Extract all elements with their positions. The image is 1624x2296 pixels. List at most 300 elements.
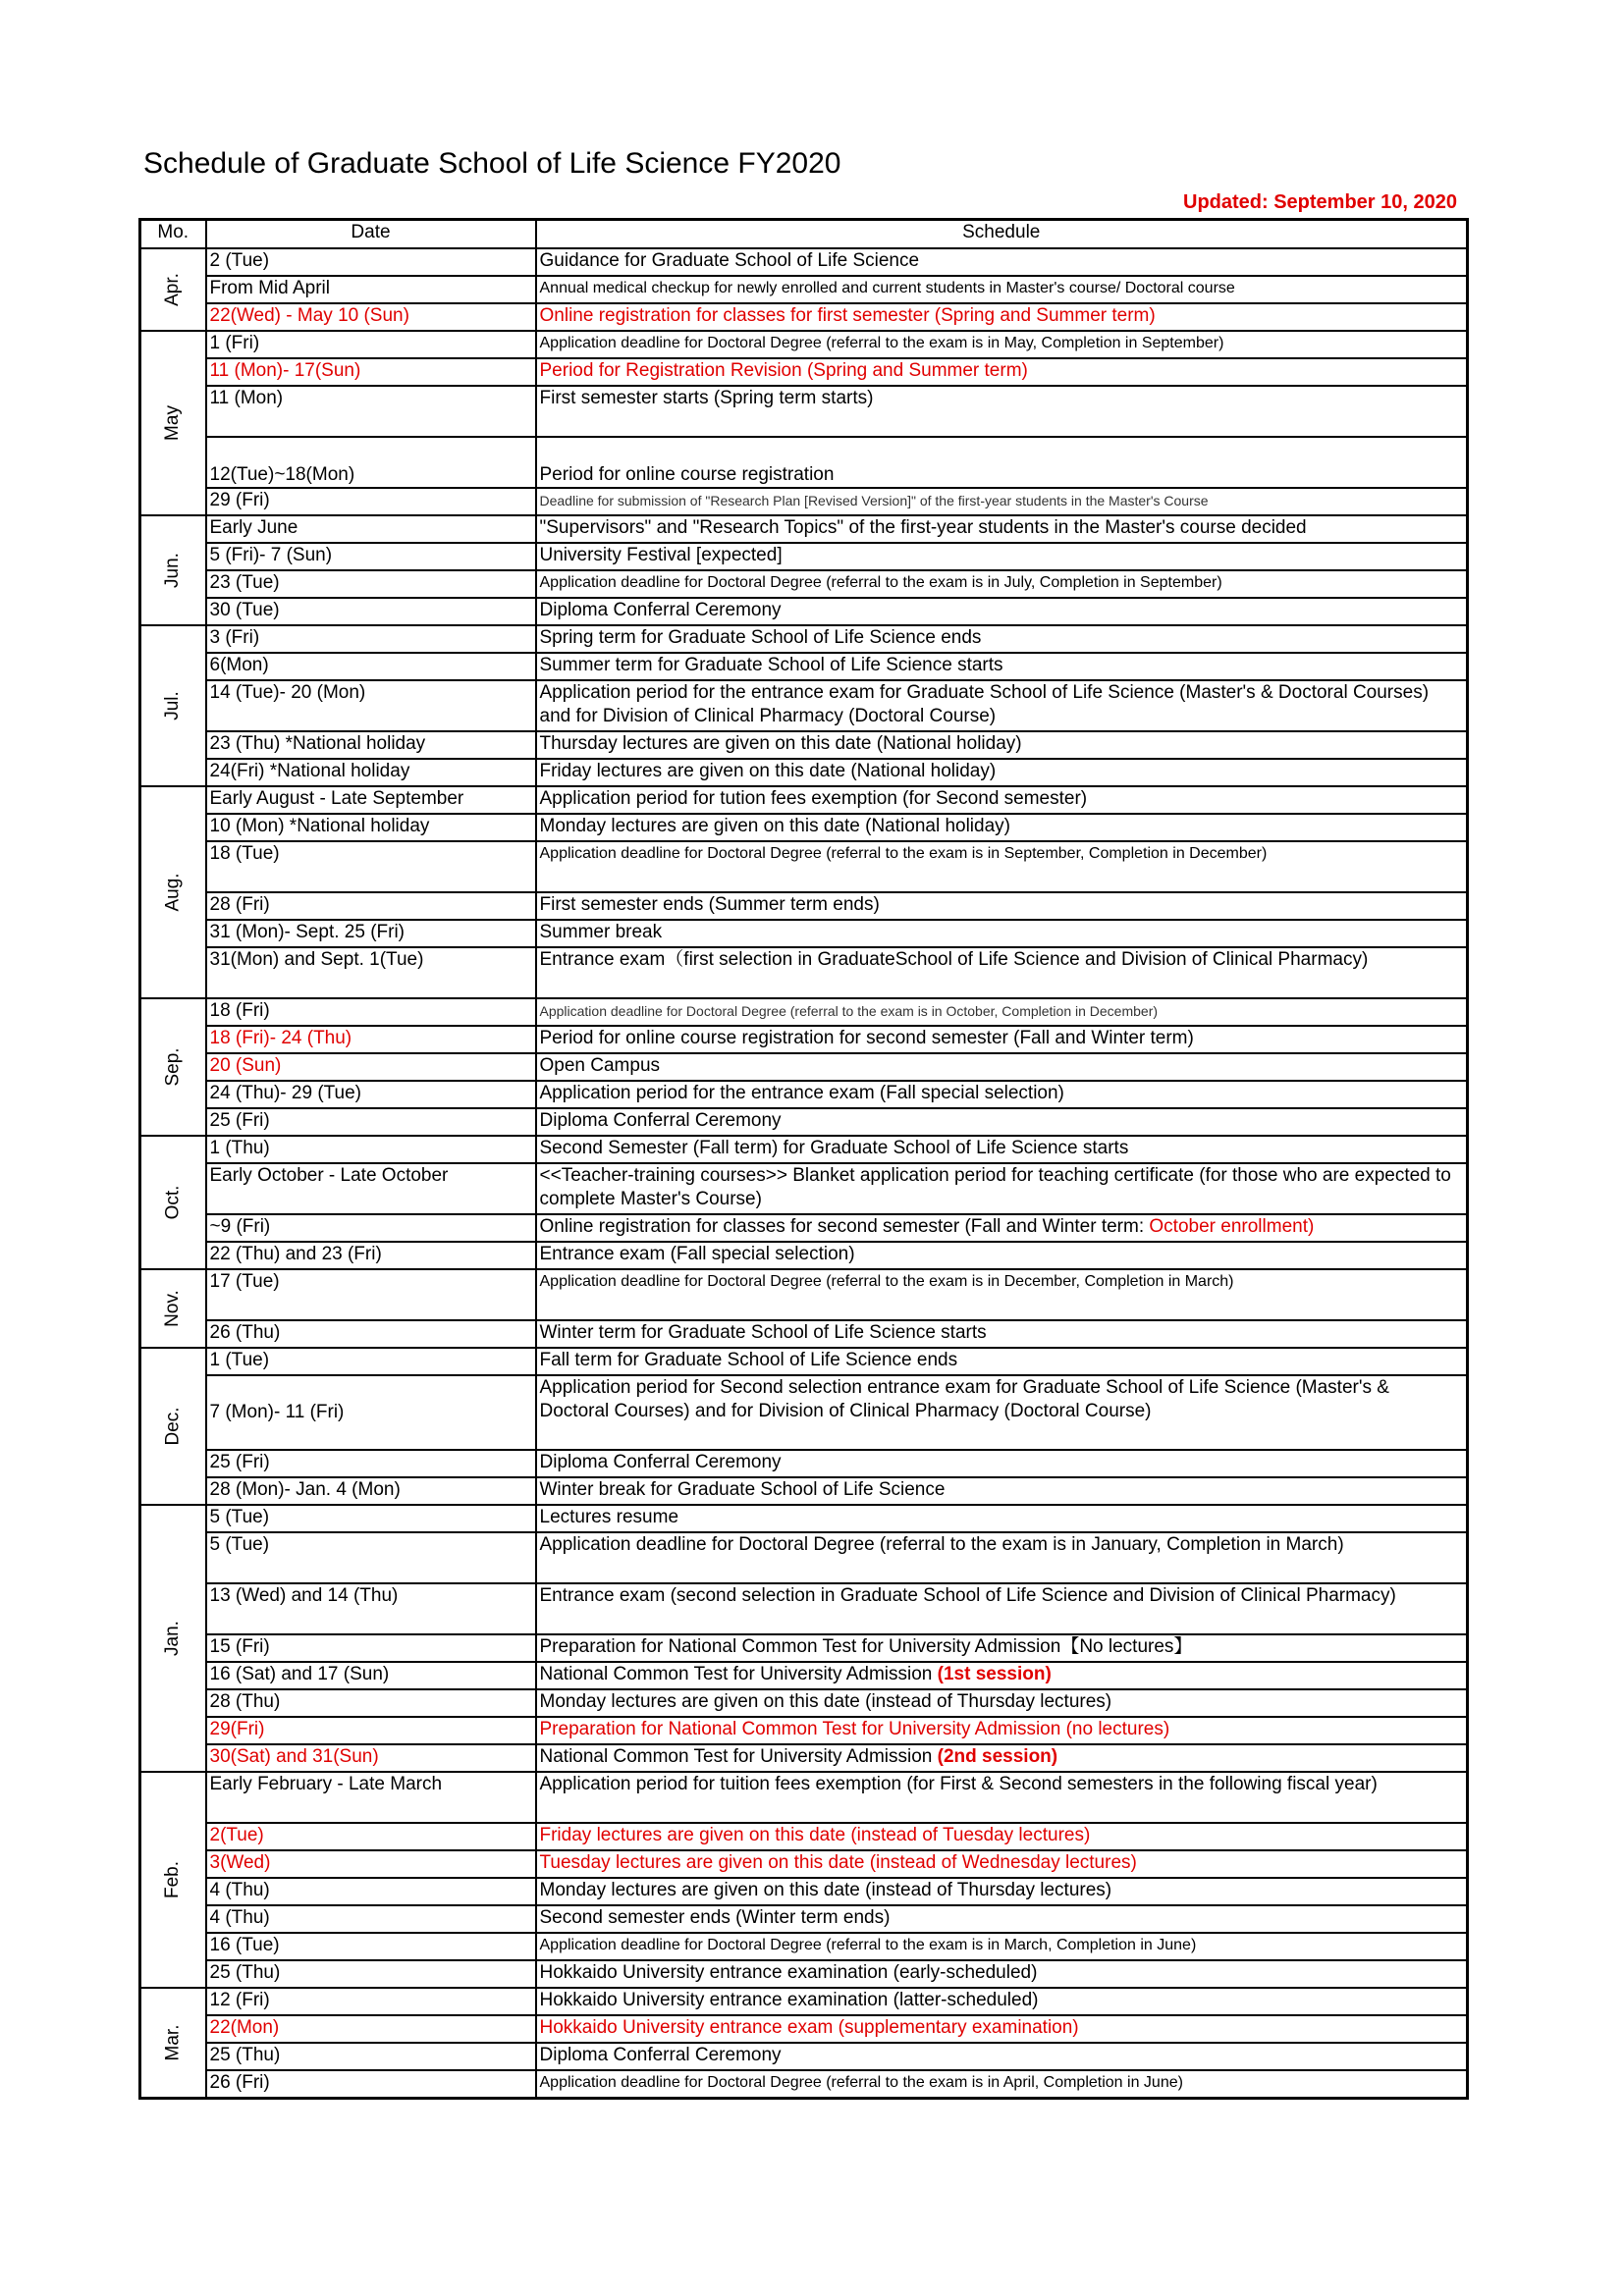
- date-text: Early October - Late October: [209, 1165, 449, 1186]
- page-title: Schedule of Graduate School of Life Science FY2020: [143, 147, 841, 180]
- date-cell: [206, 1320, 536, 1348]
- schedule-text: Diploma Conferral Ceremony: [539, 2045, 782, 2065]
- date-cell: [206, 1772, 536, 1823]
- date-cell: [206, 1053, 536, 1081]
- schedule-cell: [536, 1689, 1468, 1717]
- date-text: 25 (Fri): [209, 1452, 270, 1472]
- date-text: 15 (Fri): [209, 1636, 270, 1657]
- schedule-text: Winter break for Graduate School of Life Science: [539, 1479, 946, 1500]
- date-cell: [206, 759, 536, 786]
- table-row: [140, 1348, 1468, 1375]
- month-cell: [140, 786, 206, 998]
- month-cell: [140, 998, 206, 1136]
- date-text: 25 (Thu): [209, 2045, 281, 2065]
- date-cell: [206, 1988, 536, 2015]
- schedule-text: Second Semester (Fall term) for Graduate School of Life Science starts: [539, 1138, 1129, 1158]
- date-text: 1 (Tue): [209, 1350, 270, 1370]
- schedule-body: [140, 248, 1468, 2098]
- table-row: [140, 653, 1468, 680]
- date-cell: [206, 1348, 536, 1375]
- date-text: 28 (Fri): [209, 894, 270, 915]
- date-text: 11 (Mon): [209, 388, 284, 408]
- date-cell: [206, 1850, 536, 1878]
- schedule-cell: [536, 1320, 1468, 1348]
- table-row: [140, 488, 1468, 515]
- schedule-text: Entrance exam (Fall special selection): [539, 1244, 855, 1264]
- table-row: [140, 1960, 1468, 1988]
- table-row: [140, 1744, 1468, 1772]
- schedule-text: Application period for tution fees exemption (for Second semester): [539, 788, 1088, 809]
- schedule-cell: [536, 543, 1468, 570]
- schedule-text: Diploma Conferral Ceremony: [539, 1110, 782, 1131]
- date-text: 6(Mon): [209, 655, 269, 675]
- date-text: 11 (Mon)- 17(Sun): [209, 360, 361, 381]
- schedule-text: Diploma Conferral Ceremony: [539, 600, 782, 620]
- schedule-text: Period for Registration Revision (Spring and Summer term): [539, 360, 1028, 381]
- schedule-cell: [536, 786, 1468, 814]
- schedule-text: Open Campus: [539, 1055, 661, 1076]
- column-header-month: Mo.: [140, 220, 206, 249]
- date-cell: [206, 2043, 536, 2070]
- schedule-cell: [536, 437, 1468, 488]
- table-row: [140, 543, 1468, 570]
- date-text: 3(Wed): [209, 1852, 271, 1873]
- date-text: 29 (Fri): [209, 490, 270, 510]
- date-cell: [206, 248, 536, 276]
- date-cell: [206, 814, 536, 841]
- schedule-text: Application deadline for Doctoral Degree (referral to the exam is in December, Completion in March): [539, 1273, 1234, 1290]
- date-cell: [206, 1532, 536, 1583]
- table-row: [140, 1933, 1468, 1960]
- schedule-cell: [536, 1850, 1468, 1878]
- month-label: Nov.: [162, 1290, 184, 1327]
- date-text: From Mid April: [209, 278, 330, 298]
- schedule-cell: [536, 1988, 1468, 2015]
- date-cell: [206, 386, 536, 437]
- schedule-cell: [536, 1163, 1468, 1214]
- schedule-cell: [536, 1505, 1468, 1532]
- date-cell: [206, 1477, 536, 1505]
- date-cell: [206, 1717, 536, 1744]
- schedule-cell: [536, 841, 1468, 892]
- date-cell: [206, 892, 536, 920]
- date-text: 20 (Sun): [209, 1055, 282, 1076]
- table-row: [140, 892, 1468, 920]
- schedule-text: Application deadline for Doctoral Degree (referral to the exam is in April, Completion in June): [539, 2074, 1183, 2091]
- date-cell: [206, 543, 536, 570]
- date-text: 1 (Thu): [209, 1138, 270, 1158]
- date-cell: [206, 331, 536, 358]
- schedule-text: Guidance for Graduate School of Life Science: [539, 250, 920, 271]
- schedule-text: Application deadline for Doctoral Degree (referral to the exam is in October, Completion in December): [539, 1003, 1159, 1019]
- month-cell: [140, 1269, 206, 1348]
- schedule-text: Friday lectures are given on this date (instead of Tuesday lectures): [539, 1825, 1091, 1845]
- schedule-text: Annual medical checkup for newly enrolled and current students in Master's course/ Doctoral course: [539, 280, 1235, 296]
- schedule-text: <<Teacher-training courses>> Blanket application period for teaching certificate (for those who are expected to complete Master's Course): [539, 1165, 1451, 1209]
- date-text: 18 (Tue): [209, 843, 280, 864]
- schedule-cell: [536, 1960, 1468, 1988]
- date-cell: [206, 1163, 536, 1214]
- schedule-text: Hokkaido University entrance examination (early-scheduled): [539, 1962, 1038, 1983]
- table-row: [140, 2043, 1468, 2070]
- schedule-text: Application deadline for Doctoral Degree (referral to the exam is in May, Completion in September): [539, 335, 1224, 351]
- schedule-cell: [536, 1933, 1468, 1960]
- month-label: Feb.: [162, 1860, 184, 1899]
- month-cell: [140, 1348, 206, 1505]
- schedule-highlight: (2nd session): [937, 1746, 1058, 1767]
- table-row: [140, 1689, 1468, 1717]
- table-row: [140, 276, 1468, 303]
- date-text: Early February - Late March: [209, 1774, 443, 1794]
- table-row: [140, 2070, 1468, 2098]
- schedule-text: Online registration for classes for second semester (Fall and Winter term:: [539, 1216, 1150, 1237]
- schedule-text: Diploma Conferral Ceremony: [539, 1452, 782, 1472]
- column-header-schedule: Schedule: [536, 220, 1468, 249]
- date-text: 5 (Tue): [209, 1507, 270, 1527]
- schedule-text: Summer term for Graduate School of Life Science starts: [539, 655, 1003, 675]
- date-cell: [206, 1634, 536, 1662]
- schedule-cell: [536, 1532, 1468, 1583]
- schedule-text: Application period for Second selection entrance exam for Graduate School of Life Science (Master's & Doctoral Courses) and for Division of Clinical Pharmacy (Doctoral Course): [539, 1377, 1389, 1421]
- month-label: Apr.: [162, 273, 184, 306]
- schedule-table: [138, 218, 1469, 2100]
- date-text: 5 (Fri)- 7 (Sun): [209, 545, 333, 565]
- schedule-text: Hokkaido University entrance examination (latter-scheduled): [539, 1990, 1039, 2010]
- schedule-cell: [536, 386, 1468, 437]
- date-text: 12(Tue)~18(Mon): [209, 464, 355, 485]
- table-row: [140, 998, 1468, 1026]
- table-row: [140, 625, 1468, 653]
- table-row: [140, 920, 1468, 947]
- table-row: [140, 1583, 1468, 1634]
- schedule-cell: [536, 1634, 1468, 1662]
- schedule-cell: [536, 1450, 1468, 1477]
- schedule-cell: [536, 1744, 1468, 1772]
- date-text: 18 (Fri)- 24 (Thu): [209, 1028, 352, 1048]
- table-row: [140, 1450, 1468, 1477]
- table-row: [140, 731, 1468, 759]
- month-label: Jan.: [162, 1621, 184, 1656]
- date-text: 22(Mon): [209, 2017, 280, 2038]
- table-row: [140, 759, 1468, 786]
- date-text: 2 (Tue): [209, 250, 270, 271]
- date-cell: [206, 625, 536, 653]
- date-cell: [206, 1744, 536, 1772]
- schedule-text: Application deadline for Doctoral Degree (referral to the exam is in September, Completion in December): [539, 845, 1268, 862]
- schedule-cell: [536, 331, 1468, 358]
- schedule-cell: [536, 2015, 1468, 2043]
- date-text: 1 (Fri): [209, 333, 260, 353]
- month-cell: [140, 331, 206, 515]
- date-cell: [206, 920, 536, 947]
- month-cell: [140, 625, 206, 786]
- schedule-cell: [536, 2043, 1468, 2070]
- date-text: 30(Sat) and 31(Sun): [209, 1746, 379, 1767]
- month-cell: [140, 1505, 206, 1772]
- schedule-cell: [536, 1662, 1468, 1689]
- month-label: Dec.: [162, 1407, 184, 1446]
- date-text: 10 (Mon) *National holiday: [209, 816, 430, 836]
- schedule-cell: [536, 1823, 1468, 1850]
- schedule-cell: [536, 1477, 1468, 1505]
- schedule-cell: [536, 1053, 1468, 1081]
- schedule-text: Preparation for National Common Test for University Admission (no lectures): [539, 1719, 1170, 1739]
- schedule-text: Thursday lectures are given on this date (National holiday): [539, 733, 1022, 754]
- schedule-text: Monday lectures are given on this date (instead of Thursday lectures): [539, 1691, 1112, 1712]
- schedule-cell: [536, 892, 1468, 920]
- schedule-text: Hokkaido University entrance exam (supplementary examination): [539, 2017, 1079, 2038]
- table-row: [140, 1375, 1468, 1450]
- date-text: 26 (Fri): [209, 2072, 270, 2093]
- table-row: [140, 786, 1468, 814]
- date-cell: [206, 1823, 536, 1850]
- date-cell: [206, 598, 536, 625]
- schedule-cell: [536, 998, 1468, 1026]
- schedule-text: National Common Test for University Admission: [539, 1664, 938, 1684]
- date-cell: [206, 1081, 536, 1108]
- date-cell: [206, 653, 536, 680]
- schedule-cell: [536, 1108, 1468, 1136]
- date-cell: [206, 1933, 536, 1960]
- schedule-highlight: October enrollment): [1149, 1216, 1315, 1237]
- schedule-text: Second semester ends (Winter term ends): [539, 1907, 891, 1928]
- schedule-text: University Festival [expected]: [539, 545, 783, 565]
- table-row: [140, 680, 1468, 731]
- table-row: [140, 1108, 1468, 1136]
- table-row: [140, 1988, 1468, 2015]
- schedule-cell: [536, 598, 1468, 625]
- schedule-cell: [536, 1717, 1468, 1744]
- schedule-text: Application deadline for Doctoral Degree (referral to the exam is in March, Completion in June): [539, 1937, 1197, 1953]
- schedule-text: Monday lectures are given on this date (instead of Thursday lectures): [539, 1880, 1112, 1900]
- schedule-cell: [536, 814, 1468, 841]
- schedule-cell: [536, 731, 1468, 759]
- date-cell: [206, 2070, 536, 2098]
- schedule-text: Application deadline for Doctoral Degree (referral to the exam is in January, Completion in March): [539, 1534, 1344, 1555]
- date-text: Early June: [209, 517, 298, 538]
- date-text: 14 (Tue)- 20 (Mon): [209, 682, 366, 703]
- table-row: [140, 1081, 1468, 1108]
- schedule-cell: [536, 625, 1468, 653]
- date-text: 26 (Thu): [209, 1322, 281, 1343]
- schedule-cell: [536, 1081, 1468, 1108]
- date-text: 28 (Mon)- Jan. 4 (Mon): [209, 1479, 401, 1500]
- date-cell: [206, 1136, 536, 1163]
- table-row: [140, 386, 1468, 437]
- schedule-cell: [536, 248, 1468, 276]
- updated-date: Updated: September 10, 2020: [1183, 191, 1457, 213]
- schedule-text: "Supervisors" and "Research Topics" of the first-year students in the Master's course decided: [539, 517, 1307, 538]
- date-cell: [206, 1026, 536, 1053]
- schedule-text: Entrance exam (second selection in Graduate School of Life Science and Division of Clinical Pharmacy): [539, 1585, 1396, 1606]
- schedule-text: Tuesday lectures are given on this date (instead of Wednesday lectures): [539, 1852, 1137, 1873]
- table-row: [140, 515, 1468, 543]
- date-cell: [206, 1269, 536, 1320]
- table-row: [140, 1823, 1468, 1850]
- column-header-date: Date: [206, 220, 536, 249]
- date-text: 16 (Tue): [209, 1935, 280, 1955]
- date-text: 22 (Thu) and 23 (Fri): [209, 1244, 382, 1264]
- table-row: [140, 248, 1468, 276]
- table-row: [140, 2015, 1468, 2043]
- date-cell: [206, 1214, 536, 1242]
- schedule-cell: [536, 1905, 1468, 1933]
- date-text: 31 (Mon)- Sept. 25 (Fri): [209, 922, 405, 942]
- date-text: 3 (Fri): [209, 627, 260, 648]
- table-row: [140, 814, 1468, 841]
- month-cell: [140, 1772, 206, 1988]
- schedule-cell: [536, 1583, 1468, 1634]
- schedule-cell: [536, 920, 1468, 947]
- date-cell: [206, 437, 536, 488]
- schedule-text: Friday lectures are given on this date (National holiday): [539, 761, 997, 781]
- schedule-text: Period for online course registration: [539, 464, 835, 485]
- schedule-cell: [536, 653, 1468, 680]
- date-cell: [206, 358, 536, 386]
- schedule-text: Lectures resume: [539, 1507, 679, 1527]
- schedule-cell: [536, 680, 1468, 731]
- table-row: [140, 437, 1468, 488]
- month-label: Mar.: [162, 2024, 184, 2061]
- table-row: [140, 1136, 1468, 1163]
- date-cell: [206, 1662, 536, 1689]
- schedule-cell: [536, 1772, 1468, 1823]
- schedule-cell: [536, 515, 1468, 543]
- month-label: May: [162, 405, 184, 441]
- table-row: [140, 1214, 1468, 1242]
- schedule-cell: [536, 358, 1468, 386]
- table-row: [140, 358, 1468, 386]
- schedule-text: Application period for the entrance exam for Graduate School of Life Science (Master's & Doctoral Courses) and for Division of Clinical Pharmacy (Doctoral Course): [539, 682, 1430, 726]
- month-label: Oct.: [162, 1185, 184, 1220]
- table-row: [140, 598, 1468, 625]
- month-label: Jun.: [162, 553, 184, 588]
- schedule-text: Fall term for Graduate School of Life Science ends: [539, 1350, 958, 1370]
- month-cell: [140, 515, 206, 625]
- schedule-cell: [536, 1242, 1468, 1269]
- schedule-text: Summer break: [539, 922, 663, 942]
- table-row: [140, 303, 1468, 331]
- date-cell: [206, 1505, 536, 1532]
- date-cell: [206, 276, 536, 303]
- date-text: 13 (Wed) and 14 (Thu): [209, 1585, 399, 1606]
- table-row: [140, 1717, 1468, 1744]
- date-text: 18 (Fri): [209, 1000, 270, 1021]
- date-cell: [206, 2015, 536, 2043]
- date-cell: [206, 1583, 536, 1634]
- month-label: Sep.: [162, 1047, 184, 1087]
- date-text: Early August - Late September: [209, 788, 464, 809]
- schedule-cell: [536, 1214, 1468, 1242]
- table-row: [140, 1477, 1468, 1505]
- schedule-cell: [536, 303, 1468, 331]
- schedule-text: Winter term for Graduate School of Life Science starts: [539, 1322, 987, 1343]
- table-header-row: [140, 220, 1468, 249]
- month-label: Aug.: [162, 873, 184, 912]
- table-row: [140, 1163, 1468, 1214]
- table-row: [140, 1320, 1468, 1348]
- date-cell: [206, 1242, 536, 1269]
- date-text: 28 (Thu): [209, 1691, 281, 1712]
- table-row: [140, 1532, 1468, 1583]
- table-row: [140, 1505, 1468, 1532]
- date-cell: [206, 488, 536, 515]
- date-cell: [206, 1878, 536, 1905]
- date-text: 24 (Thu)- 29 (Tue): [209, 1083, 362, 1103]
- table-row: [140, 1026, 1468, 1053]
- date-cell: [206, 1375, 536, 1450]
- schedule-cell: [536, 947, 1468, 998]
- schedule-cell: [536, 276, 1468, 303]
- schedule-text: First semester starts (Spring term starts): [539, 388, 874, 408]
- schedule-cell: [536, 759, 1468, 786]
- date-text: 30 (Tue): [209, 600, 280, 620]
- table-row: [140, 570, 1468, 598]
- table-row: [140, 1242, 1468, 1269]
- schedule-text: Preparation for National Common Test for University Admission【No lectures】: [539, 1636, 1193, 1657]
- date-cell: [206, 998, 536, 1026]
- date-cell: [206, 1905, 536, 1933]
- schedule-text: Entrance exam（first selection in GraduateSchool of Life Science and Division of Clinical Pharmacy): [539, 949, 1369, 970]
- month-cell: [140, 1988, 206, 2098]
- table-row: [140, 1269, 1468, 1320]
- date-text: 12 (Fri): [209, 1990, 270, 2010]
- date-text: 17 (Tue): [209, 1271, 280, 1292]
- date-text: 24(Fri) *National holiday: [209, 761, 410, 781]
- date-text: ~9 (Fri): [209, 1216, 271, 1237]
- schedule-highlight: (1st session): [937, 1664, 1052, 1684]
- schedule-text: Application period for the entrance exam (Fall special selection): [539, 1083, 1064, 1103]
- schedule-cell: [536, 2070, 1468, 2098]
- date-text: 5 (Tue): [209, 1534, 270, 1555]
- month-label: Jul.: [162, 691, 184, 721]
- schedule-cell: [536, 1348, 1468, 1375]
- date-text: 4 (Thu): [209, 1907, 270, 1928]
- table-row: [140, 1634, 1468, 1662]
- schedule-cell: [536, 1878, 1468, 1905]
- date-text: 23 (Thu) *National holiday: [209, 733, 426, 754]
- table-row: [140, 841, 1468, 892]
- date-text: 7 (Mon)- 11 (Fri): [209, 1402, 345, 1422]
- date-text: 2(Tue): [209, 1825, 264, 1845]
- table-row: [140, 1662, 1468, 1689]
- date-cell: [206, 1108, 536, 1136]
- date-cell: [206, 1960, 536, 1988]
- schedule-text: First semester ends (Summer term ends): [539, 894, 880, 915]
- table-row: [140, 1850, 1468, 1878]
- date-text: 31(Mon) and Sept. 1(Tue): [209, 949, 424, 970]
- date-cell: [206, 515, 536, 543]
- schedule-cell: [536, 1026, 1468, 1053]
- date-cell: [206, 1689, 536, 1717]
- date-text: 29(Fri): [209, 1719, 265, 1739]
- date-cell: [206, 786, 536, 814]
- schedule-cell: [536, 1269, 1468, 1320]
- table-row: [140, 1053, 1468, 1081]
- month-cell: [140, 248, 206, 331]
- table-row: [140, 1772, 1468, 1823]
- schedule-text: Monday lectures are given on this date (National holiday): [539, 816, 1010, 836]
- date-cell: [206, 303, 536, 331]
- table-row: [140, 1878, 1468, 1905]
- schedule-cell: [536, 570, 1468, 598]
- schedule-text: Period for online course registration for second semester (Fall and Winter term): [539, 1028, 1194, 1048]
- schedule-cell: [536, 488, 1468, 515]
- date-cell: [206, 570, 536, 598]
- schedule-text: National Common Test for University Admission: [539, 1746, 938, 1767]
- date-text: 25 (Fri): [209, 1110, 270, 1131]
- date-text: 16 (Sat) and 17 (Sun): [209, 1664, 390, 1684]
